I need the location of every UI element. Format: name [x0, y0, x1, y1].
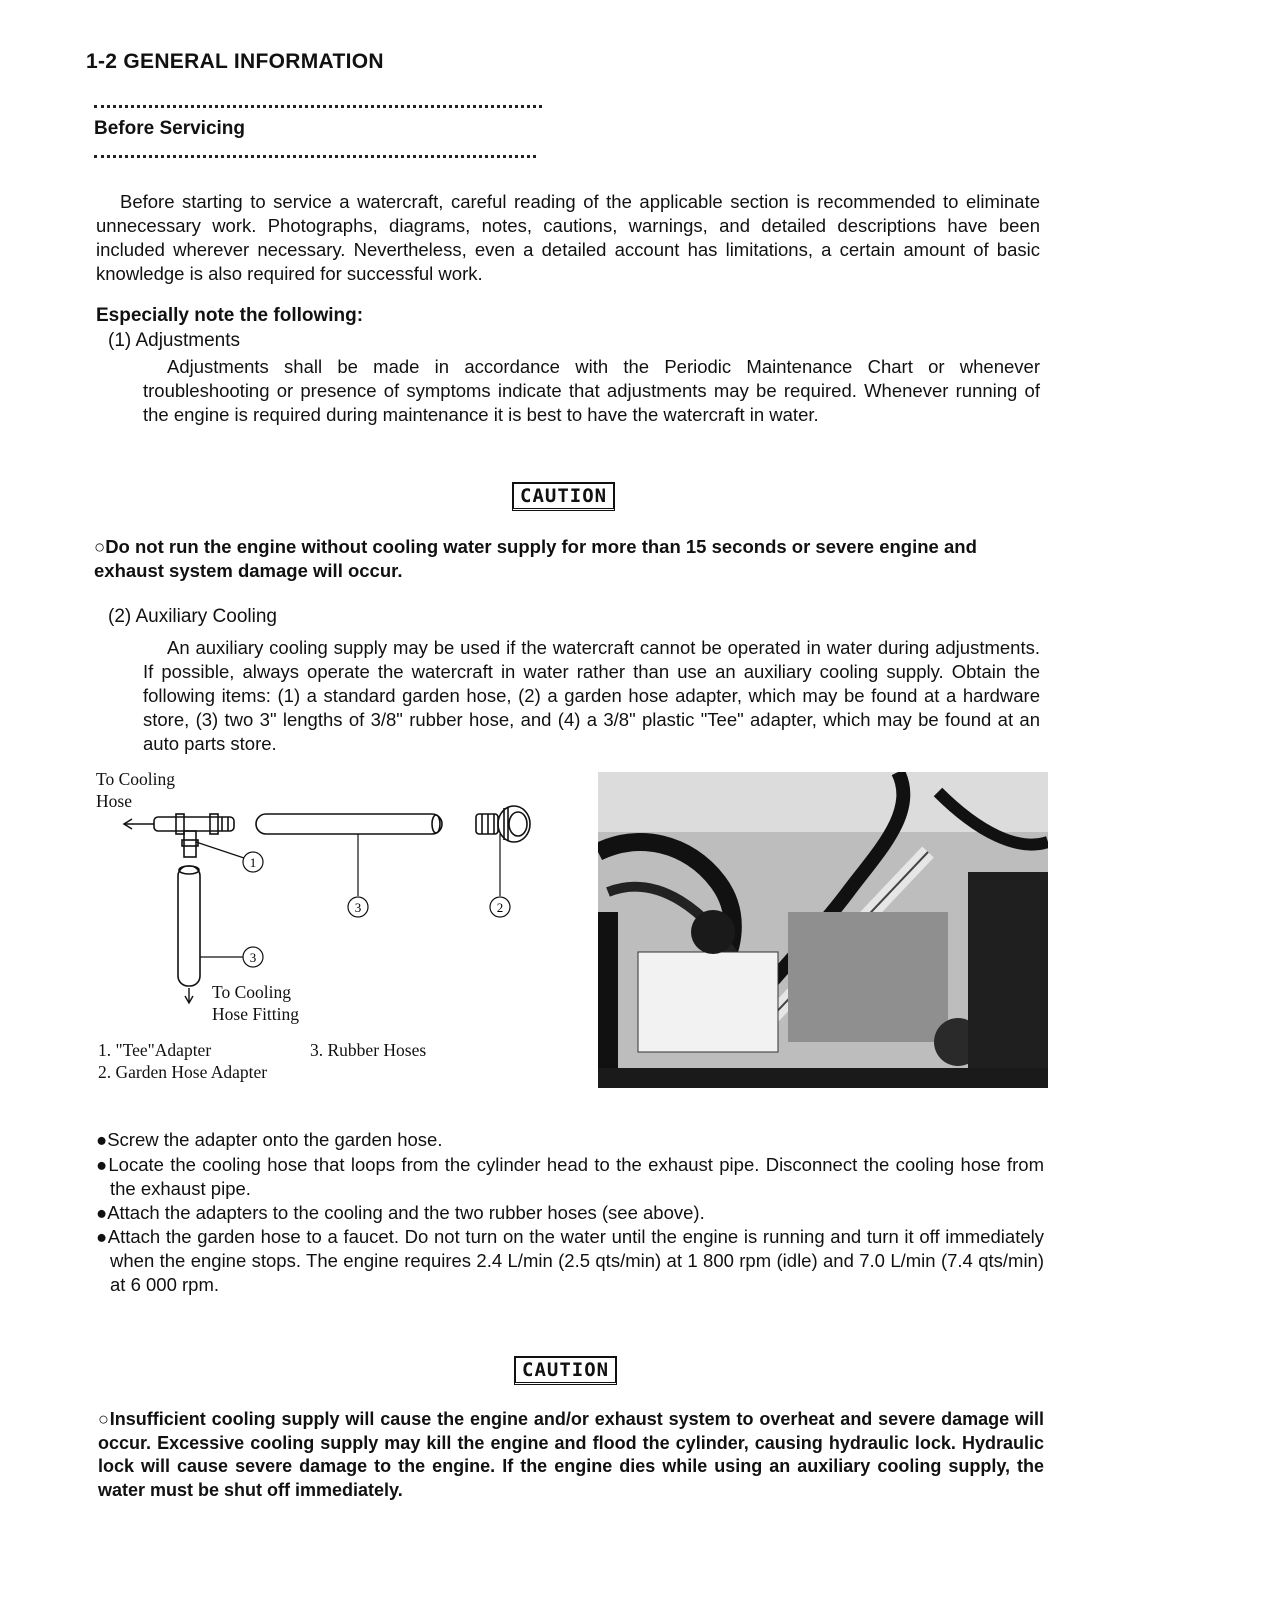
list-item: ●Attach the garden hose to a faucet. Do not turn on the water until the engine is running and turn it off immediately when the engine stops. The engine requires 2.4 L/min (2.5 qts/min) at 1 800 rpm (idle) and 7.0 L/min (7.4 qts/min) at 6 000 rpm. [96, 1226, 1044, 1295]
hose-diagram [118, 800, 558, 1005]
legend-item-3: 3. Rubber Hoses [310, 1040, 427, 1060]
item2-body: An auxiliary cooling supply may be used if the watercraft cannot be operated in water during adjustments. If possible, always operate the watercraft in water rather than use an auxiliary cooling supply. Obtain the following items: (1) a standard garden hose, (2) a garden hose adapter, which may be found at a hardware store, (3) two 3" lengths of 3/8" rubber hose, and (4) a 3/8" plastic "Tee" adapter, which may be found at an auto parts store. [143, 637, 1040, 754]
rubber-hose-vertical-icon [178, 866, 200, 986]
bullet-dot-icon: ● [96, 1202, 108, 1223]
caution-badge-2: CAUTION [514, 1359, 617, 1381]
caution2-text: ○Insufficient cooling supply will cause the engine and/or exhaust system to overheat and severe damage will occur. Excessive cooling supply may kill the engine and flood the cylinder, causing hydraulic lock. Hydraulic lock will cause severe damage to the engine. If the engine dies while using an auxiliary cooling supply, the water must be shut off immediately. [98, 1409, 1044, 1500]
callout-3-top: 3 [354, 900, 362, 915]
intro-paragraph: Before starting to service a watercraft, careful reading of the applicable section is recommended to eliminate unnecessary work. Photographs, diagrams, notes, cautions, warnings, and detailed descriptions have been included wherever necessary. Nevertheless, even a detailed account has limitations, a certain amount of basic knowledge is also required for successful work. [96, 191, 1040, 284]
callout-3-bottom: 3 [249, 950, 257, 965]
caution1-text: ○Do not run the engine without cooling water supply for more than 15 seconds or severe engine and exhaust system damage will occur. [94, 536, 977, 581]
bullet-dot-icon: ● [96, 1226, 108, 1247]
garden-hose-adapter-icon [476, 806, 530, 842]
bullet-dot-icon: ● [96, 1129, 108, 1150]
down-arrow-icon [185, 988, 193, 1003]
caution-badge-1: CAUTION [512, 485, 615, 507]
engine-photo [598, 772, 1048, 1088]
legend-item-1: 1. "Tee"Adapter [98, 1040, 212, 1060]
instruction-list [96, 1128, 1044, 1297]
page-header: 1-2 GENERAL INFORMATION [86, 50, 384, 73]
circle-bullet-icon: ○ [94, 536, 106, 557]
legend-item-2: 2. Garden Hose Adapter [98, 1062, 268, 1082]
left-arrow-icon [124, 819, 154, 829]
bullet-dot-icon: ● [96, 1154, 109, 1175]
dotted-rule-top [94, 105, 542, 108]
item1-title: (1) Adjustments [108, 330, 240, 351]
figure-label-bottom: To Cooling Hose Fitting [212, 982, 300, 1024]
callout-2: 2 [496, 900, 504, 915]
callout-1: 1 [249, 855, 257, 870]
dotted-rule-bottom [94, 155, 536, 158]
circle-bullet-icon: ○ [98, 1409, 110, 1429]
item1-body: Adjustments shall be made in accordance with the Periodic Maintenance Chart or whenever troubleshooting or presence of symptoms indicate that adjustments may be required. Whenever running of the engine is required during maintenance it is best to have the watercraft in water. [143, 356, 1040, 425]
rubber-hose-horizontal-icon [256, 814, 442, 834]
figure-legend [98, 1039, 518, 1083]
list-item: ●Attach the adapters to the cooling and the two rubber hoses (see above). [96, 1202, 705, 1223]
note-heading: Especially note the following: [96, 305, 364, 326]
list-item: ●Screw the adapter onto the garden hose. [96, 1129, 443, 1150]
figure-label-top: To Cooling Hose [96, 769, 175, 811]
list-item: ●Locate the cooling hose that loops from the cylinder head to the exhaust pipe. Disconnect the cooling hose from the exhaust pipe. [96, 1154, 1044, 1199]
before-servicing-heading: Before Servicing [94, 118, 245, 139]
item2-title: (2) Auxiliary Cooling [108, 606, 277, 627]
